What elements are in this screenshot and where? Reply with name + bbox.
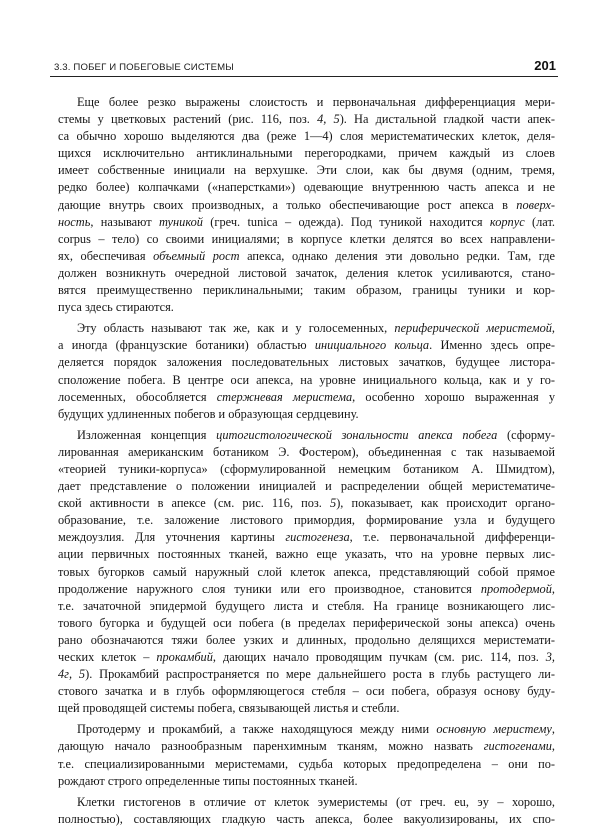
text-line — [58, 162, 555, 179]
text-run: , дающих начало проводящим пучкам (см. рис. 114, поз. — [212, 650, 546, 664]
text-run: лосеменных, обособляется — [58, 389, 217, 404]
text-run: т.е. зачаточной эпидермой будущего листа и стебля. На границе возникающего лис- — [58, 598, 555, 613]
text-run: , — [551, 581, 555, 596]
text-line — [58, 111, 555, 128]
text-run: са обычно хорошо выделяются два (реже 1—4) слоя меристематических клеток, деля- — [58, 129, 555, 144]
text-run: , т.е. первоначальной дифференци- — [349, 530, 555, 545]
text-line — [58, 282, 555, 299]
text-run: , называют — [90, 214, 159, 229]
text-run: ). На дистальной гладкой части апек- — [339, 112, 555, 127]
text-line — [58, 615, 555, 632]
italic-term: периферической меристемой — [394, 321, 552, 336]
running-title: 3.3. ПОБЕГ И ПОБЕГОВЫЕ СИСТЕМЫ — [54, 62, 234, 73]
text-run: (греч. tunica – одежда). Под туникой находится — [202, 214, 490, 229]
italic-term: гистогенами — [483, 739, 552, 754]
paragraph — [58, 427, 555, 718]
text-run: ях, обеспечивая — [58, 248, 154, 263]
text-run: . Именно здесь опре- — [429, 338, 556, 353]
text-run: Еще более резко выражены слоистость и первоначальная дифференциация мери- — [77, 95, 555, 109]
text-run: ации первичных постоянных тканей, важно еще указать, что на уровне первых лис- — [58, 547, 555, 562]
text-run: , — [551, 722, 555, 737]
italic-term: цитогистологической зональности апекса побега — [216, 427, 498, 442]
paragraph — [58, 794, 555, 828]
text-line — [58, 811, 555, 828]
text-run: щихся исключительно антиклинальными перегородками, причем каждый из слоев — [58, 146, 555, 161]
text-run: Протодерму и прокамбий, а также находящуюся между ними — [77, 722, 437, 737]
paragraph — [58, 721, 555, 789]
text-run: стемы у цветковых растений (рис. 116, поз. — [58, 112, 318, 127]
text-line — [58, 337, 555, 354]
text-line — [58, 444, 555, 461]
text-run: дает представление о положении инициалей и распределении общей меристематиче- — [58, 479, 555, 494]
text-run: , — [551, 739, 555, 754]
text-line — [58, 197, 555, 214]
text-run: пуса здесь стираются. — [58, 300, 174, 315]
text-run: имеет собственные инициали на верхушке. Эти слои, как бы двумя (одним, тремя, — [58, 163, 555, 178]
italic-term: инициального кольца — [314, 338, 430, 353]
text-run: Эту область называют так же, как и у голосеменных, — [77, 321, 395, 336]
italic-term: 4, 5 — [317, 112, 340, 127]
text-run: товых бугорков самый наружный слой клеток апекса, представляющий собой прямое — [58, 564, 555, 579]
text-run: вятся преимущественно периклинальными; таким образом, границы туники и кор- — [58, 283, 555, 298]
text-run: ). Прокамбий распространяется по мере дальнейшего роста в глубь растущего ли- — [85, 667, 555, 682]
text-run: ), показывает, как происходит органо- — [336, 496, 555, 511]
text-run: рождают строго определенные типы постоянных тканей. — [58, 773, 358, 788]
italic-term: объемный рост — [153, 248, 240, 263]
text-line — [58, 461, 555, 478]
italic-term: основную меристему — [436, 722, 552, 737]
text-run: междоузлия. Для уточнения картины — [58, 530, 286, 545]
paragraph — [58, 320, 555, 423]
italic-term: протодермой — [480, 581, 552, 596]
page-number: 201 — [534, 58, 556, 73]
text-line — [58, 649, 555, 666]
text-run: должен возникнуть очередной листовой зачаток, деления клеток усиливаются, стано- — [58, 265, 555, 280]
italic-term: поверх- — [516, 197, 555, 212]
text-line — [58, 265, 555, 282]
text-run: тового бугорка и будущей оси побега (в пределах периферической зоны апекса) очень — [58, 615, 555, 630]
text-run: (лат. — [524, 214, 555, 229]
text-line — [58, 581, 555, 598]
text-run: дающие внутрь своих производных, а только обеспечивающие рост апекса в — [58, 197, 517, 212]
text-run: образование, т.е. заложение листового примордия, формирование узла и будущего — [58, 513, 555, 528]
text-body — [58, 94, 555, 832]
italic-term: прокамбий — [156, 650, 213, 664]
italic-term: 4г, 5 — [58, 667, 86, 682]
text-line — [58, 320, 555, 337]
text-run: рано обозначаются тяжи более узких и длинных, продольно делящихся меристемати- — [58, 632, 555, 647]
text-line — [58, 354, 555, 371]
text-run: , особенно хорошо выраженная у — [352, 389, 556, 404]
text-line — [58, 756, 555, 773]
text-line — [58, 794, 555, 811]
text-run: ской активности в апексе (см. рис. 116, поз. — [58, 496, 331, 511]
italic-term: корпус — [489, 214, 525, 229]
text-line — [58, 512, 555, 529]
text-run: , — [551, 321, 556, 336]
text-line — [58, 598, 555, 615]
text-run: «теорией туники-корпуса» (сформулированной немецким ботаником А. Шмидтом), — [58, 461, 555, 476]
italic-term: стержневая меристема — [216, 389, 353, 404]
text-line — [58, 632, 555, 649]
text-line — [58, 495, 555, 512]
text-run: дающую начало разнообразным паренхимным тканям, можно назвать — [58, 739, 484, 754]
text-line — [58, 214, 555, 231]
text-line — [58, 372, 555, 389]
text-line — [58, 546, 555, 563]
text-run: щей проводящей системы побега, связывающей листья и стебли. — [58, 701, 400, 716]
text-run: а иногда (французские ботаники) областью — [58, 338, 315, 353]
text-line — [58, 389, 555, 406]
text-line — [58, 179, 555, 196]
text-run: лированная американским ботаником Э. Фостером), объединенная с так называемой — [58, 444, 555, 459]
page-header — [50, 54, 558, 77]
text-line — [58, 94, 555, 111]
text-line — [58, 529, 555, 546]
text-line — [58, 427, 555, 444]
italic-term: гистогенеза — [285, 530, 350, 545]
text-line — [58, 406, 555, 423]
text-line — [58, 248, 555, 265]
italic-term: 3, — [545, 650, 555, 664]
text-line — [58, 564, 555, 581]
text-line — [58, 478, 555, 495]
text-run: редко более) колпачками («наперстками») одевающие внутреннюю часть апекса и не — [58, 180, 555, 195]
text-run: стового зачатка и в глубь оформляющегося стебля – оси побега, образуя основу буду- — [58, 684, 555, 699]
text-run: corpus – тело) со своими инициалями; в корпусе клетки делятся во всех направлени- — [58, 231, 555, 246]
text-line — [58, 128, 555, 145]
text-run: полностью), составляющих гладкую часть апекса, более вакуолизированы, их спо- — [58, 811, 555, 826]
text-line — [58, 145, 555, 162]
text-line — [58, 683, 555, 700]
text-run: апекса, однако деления эти довольно редки. Там, где — [239, 248, 556, 263]
text-line — [58, 231, 555, 248]
text-line — [58, 738, 555, 755]
text-run: т.е. специализированными меристемами, судьба которых предопределена – они по- — [58, 756, 555, 771]
text-line — [58, 700, 555, 717]
text-run: Клетки гистогенов в отличие от клеток эумеристемы (от греч. eu, эу – хорошо, — [77, 794, 555, 809]
italic-term: 5 — [330, 496, 337, 511]
text-line — [58, 666, 555, 683]
text-line — [58, 773, 555, 790]
italic-term: туникой — [158, 214, 203, 229]
text-line — [58, 299, 555, 316]
paragraph — [58, 94, 555, 316]
text-run: Изложенная концепция — [77, 427, 217, 442]
text-run: (сформу- — [497, 427, 555, 442]
text-run: продолжение наружного слоя туники или его производное, становится — [58, 581, 481, 596]
text-run: деляется порядок заложения последовательных листовых зачатков, будущее листора- — [58, 355, 555, 370]
text-run: будущих удлиненных побегов и образующая сердцевину. — [58, 406, 359, 421]
text-run: сположение побега. В центре оси апекса, на уровне инициального кольца, как и у го- — [58, 372, 555, 387]
italic-term: ность — [58, 214, 91, 229]
text-run: ческих клеток – — [58, 650, 157, 664]
text-line — [58, 721, 555, 738]
